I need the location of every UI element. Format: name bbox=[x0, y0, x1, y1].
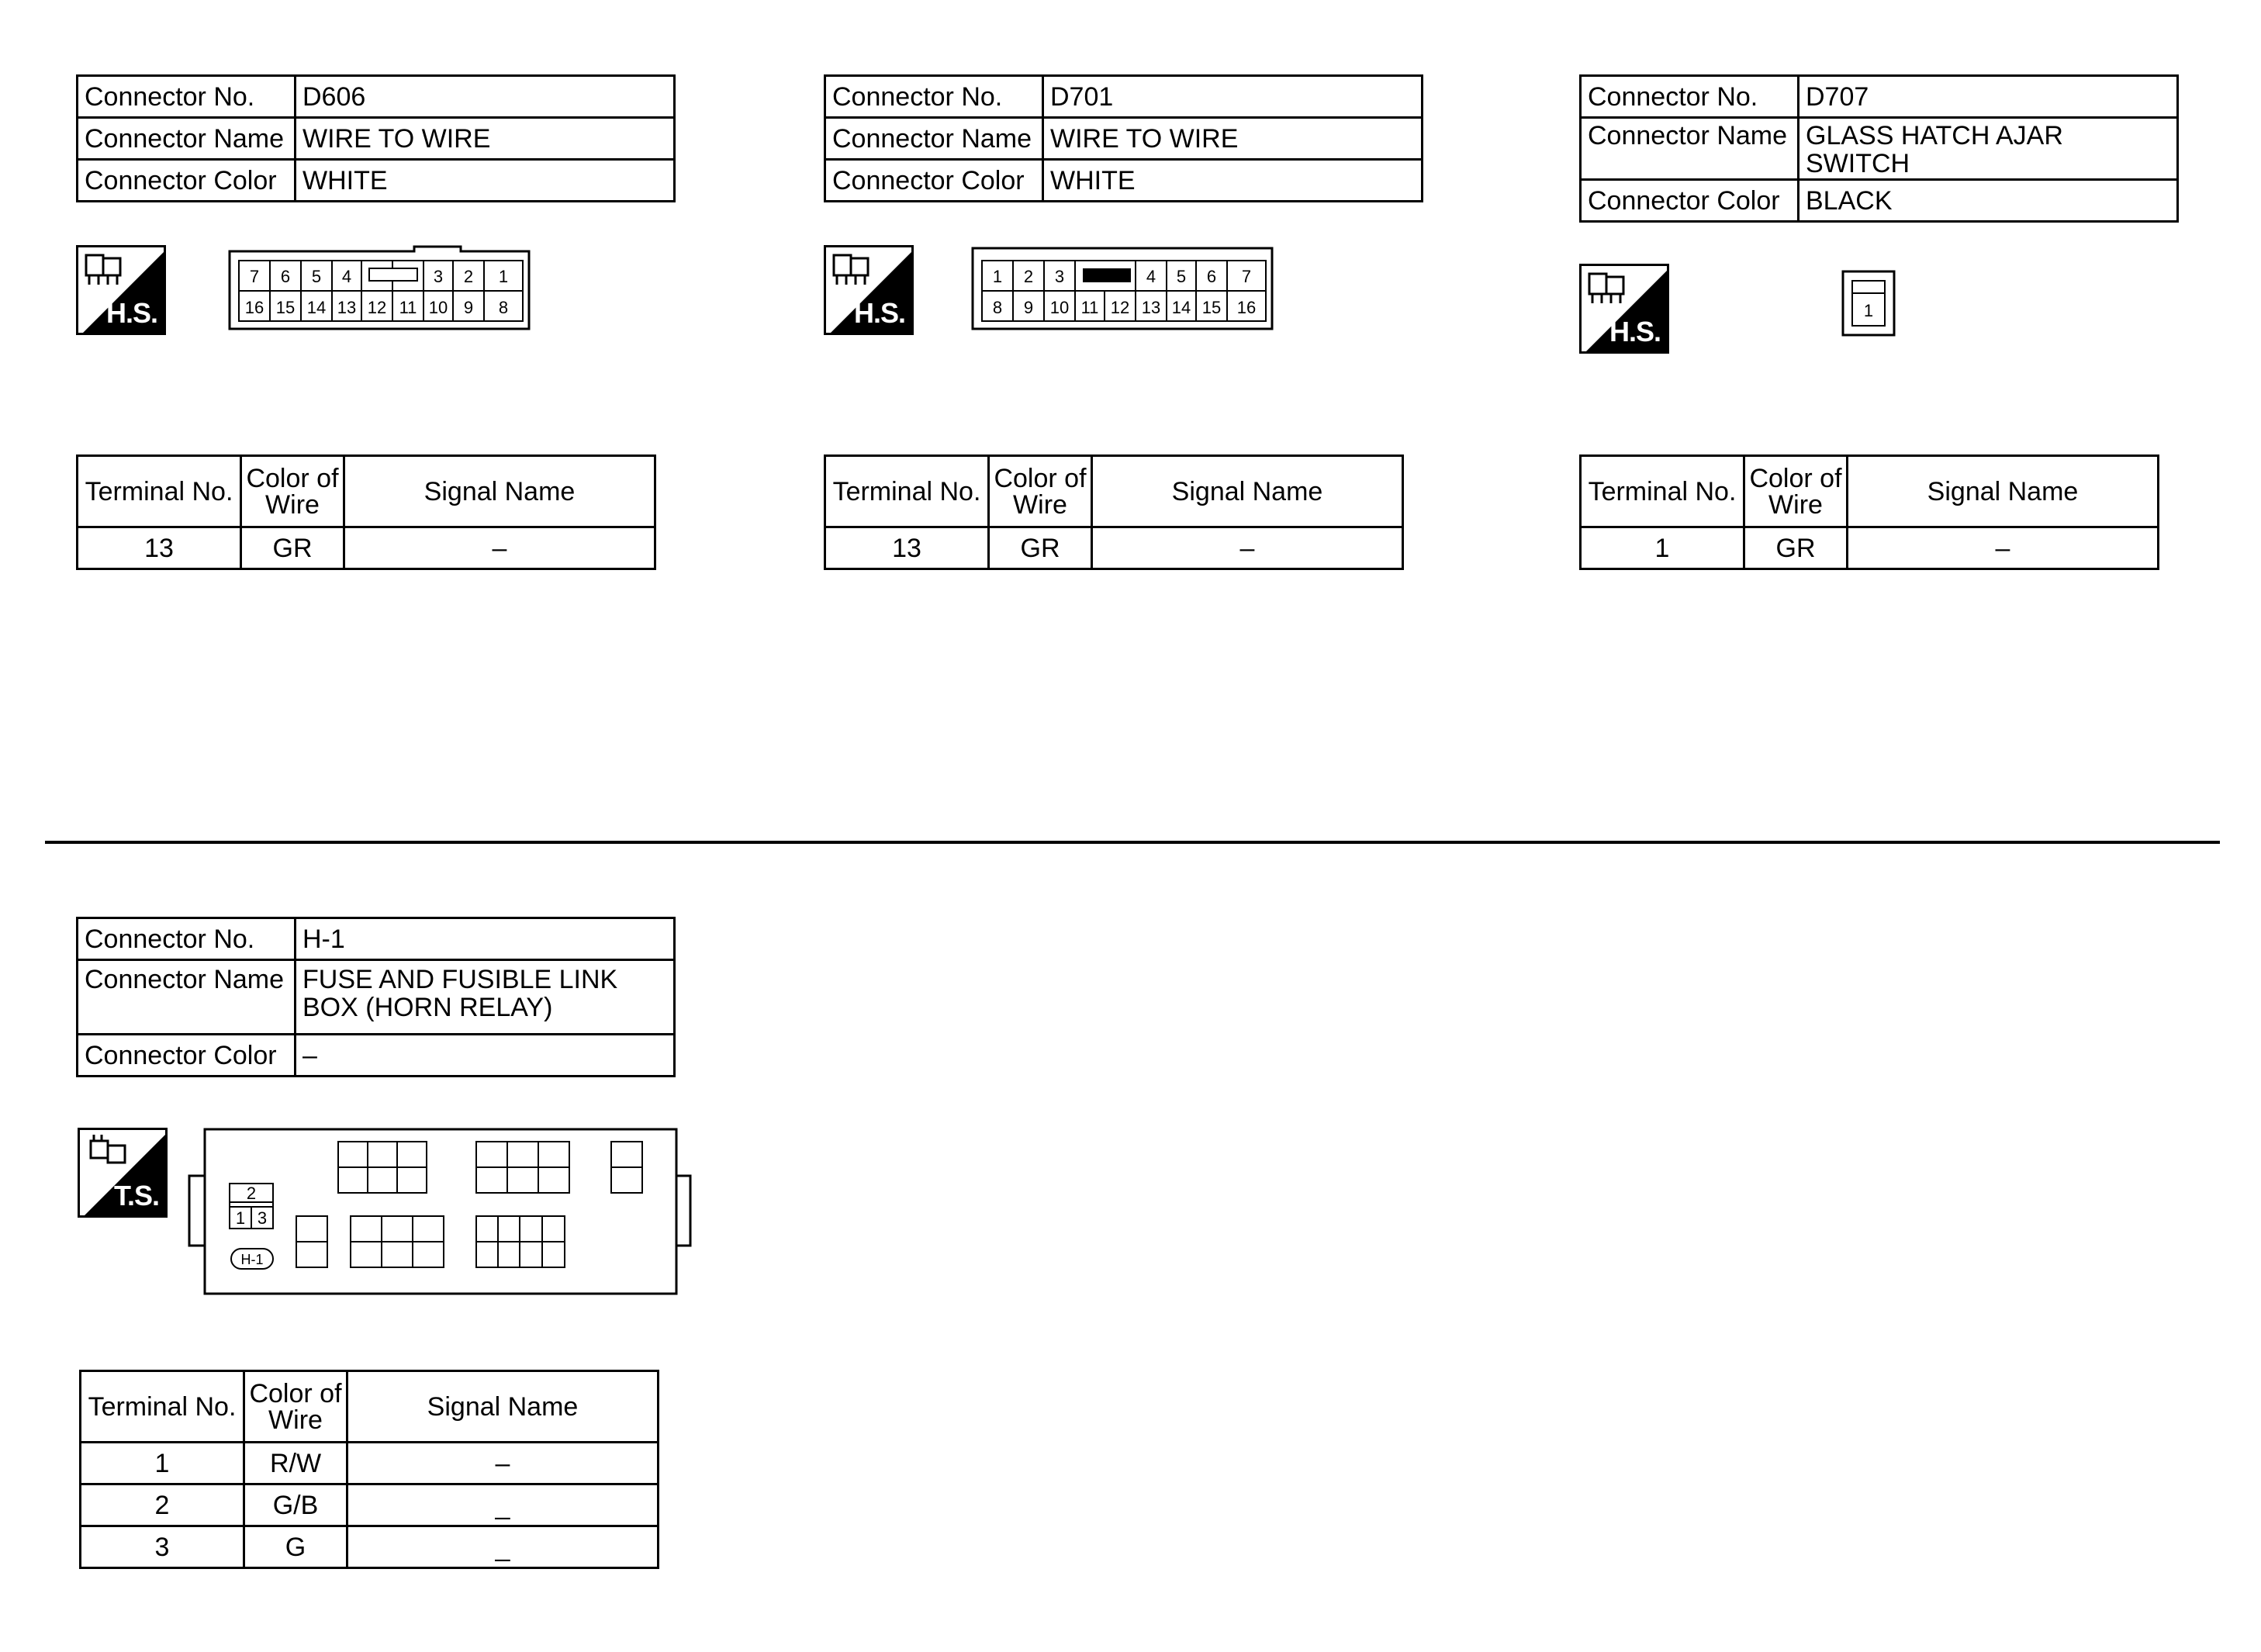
pin-label: 4 bbox=[1146, 267, 1156, 286]
connector-d606-info bbox=[76, 74, 676, 202]
connector-name-value: FUSE AND FUSIBLE LINK BOX (HORN RELAY) bbox=[296, 960, 675, 1035]
connector-d701-face bbox=[971, 247, 1275, 332]
connector-name-value: WIRE TO WIRE bbox=[296, 118, 675, 160]
table-row bbox=[1581, 527, 2159, 569]
terminal-no-header: Terminal No. bbox=[78, 456, 241, 527]
color-of-wire-header: Color of Wire bbox=[244, 1371, 347, 1443]
connector-d701-terminals bbox=[824, 454, 1404, 570]
wire-color-cell: R/W bbox=[244, 1443, 347, 1484]
badge-label: H.S. bbox=[853, 297, 905, 329]
wire-color-cell: G/B bbox=[244, 1484, 347, 1526]
terminal-no-cell: 13 bbox=[78, 527, 241, 569]
signal-name-header: Signal Name bbox=[1092, 456, 1403, 527]
table-row bbox=[81, 1484, 659, 1526]
connector-no-value: D606 bbox=[296, 76, 675, 118]
pin-label: 5 bbox=[311, 267, 322, 286]
harness-side-badge bbox=[76, 245, 166, 335]
badge-label: H.S. bbox=[1609, 316, 1661, 347]
section-divider bbox=[45, 841, 2220, 844]
pin-label: 5 bbox=[1176, 267, 1187, 286]
pin-label: 11 bbox=[399, 298, 417, 317]
pin-label: 11 bbox=[1080, 298, 1099, 317]
pin-label: 6 bbox=[1206, 267, 1217, 286]
pin-label: 14 bbox=[306, 298, 327, 317]
pin-label: 3 bbox=[1054, 267, 1065, 286]
connector-no-label: Connector No. bbox=[1581, 76, 1799, 118]
pin-label: 2 bbox=[1023, 267, 1034, 286]
connector-d707-terminals bbox=[1579, 454, 2159, 570]
pin-label: 8 bbox=[498, 298, 509, 317]
connector-color-label: Connector Color bbox=[78, 160, 296, 202]
table-row bbox=[81, 1526, 659, 1568]
pin-label: 12 bbox=[367, 298, 387, 317]
pin-label: 9 bbox=[1023, 298, 1034, 317]
connector-h1-info bbox=[76, 917, 676, 1077]
connector-color-value: WHITE bbox=[296, 160, 675, 202]
pin-label: 16 bbox=[1236, 298, 1257, 317]
pin-label: 4 bbox=[341, 267, 352, 286]
relay-label: H-1 bbox=[240, 1252, 264, 1267]
connector-color-label: Connector Color bbox=[825, 160, 1043, 202]
connector-d707-face bbox=[1841, 270, 1897, 338]
connector-d707-info bbox=[1579, 74, 2179, 223]
terminal-no-cell: 2 bbox=[81, 1484, 244, 1526]
connector-no-value: D707 bbox=[1799, 76, 2178, 118]
pin-label: 8 bbox=[992, 298, 1003, 317]
connector-no-label: Connector No. bbox=[78, 918, 296, 960]
signal-name-cell: – bbox=[1848, 527, 2159, 569]
signal-name-cell: – bbox=[1092, 527, 1403, 569]
pin-label: 6 bbox=[280, 267, 291, 286]
pin-label: 13 bbox=[1141, 298, 1161, 317]
connector-no-value: D701 bbox=[1043, 76, 1423, 118]
pin-label: 9 bbox=[463, 298, 474, 317]
connector-name-label: Connector Name bbox=[78, 118, 296, 160]
terminal-no-cell: 13 bbox=[825, 527, 989, 569]
badge-label: H.S. bbox=[105, 297, 157, 329]
pin-label: 7 bbox=[1241, 267, 1252, 286]
signal-name-cell: – bbox=[344, 527, 655, 569]
connector-color-label: Connector Color bbox=[1581, 180, 1799, 222]
harness-side-badge bbox=[1579, 264, 1669, 354]
pin-label: 2 bbox=[246, 1184, 257, 1203]
terminal-no-cell: 3 bbox=[81, 1526, 244, 1568]
connector-h1-face bbox=[188, 1126, 693, 1297]
harness-side-badge bbox=[824, 245, 914, 335]
pin-label: 3 bbox=[257, 1208, 268, 1228]
connector-info-table bbox=[76, 917, 676, 1077]
color-of-wire-header: Color of Wire bbox=[989, 456, 1092, 527]
pin-label: 1 bbox=[498, 267, 509, 286]
connector-color-value: – bbox=[296, 1035, 675, 1077]
color-of-wire-header: Color of Wire bbox=[241, 456, 344, 527]
signal-name-cell: _ bbox=[347, 1526, 659, 1568]
pin-label: 15 bbox=[1201, 298, 1222, 317]
connector-color-value: BLACK bbox=[1799, 180, 2178, 222]
pin-label: 12 bbox=[1110, 298, 1130, 317]
connector-d606-face bbox=[228, 245, 532, 332]
terminal-no-header: Terminal No. bbox=[825, 456, 989, 527]
pin-label: 10 bbox=[1049, 298, 1070, 317]
signal-name-cell: – bbox=[347, 1443, 659, 1484]
pin-label: 1 bbox=[235, 1208, 246, 1228]
table-row bbox=[825, 527, 1403, 569]
color-of-wire-header: Color of Wire bbox=[1744, 456, 1848, 527]
connector-name-label: Connector Name bbox=[1581, 118, 1799, 180]
wire-color-cell: GR bbox=[241, 527, 344, 569]
connector-name-label: Connector Name bbox=[825, 118, 1043, 160]
connector-info-table bbox=[824, 74, 1423, 202]
connector-d701-info bbox=[824, 74, 1423, 202]
connector-d606-terminals bbox=[76, 454, 656, 570]
pin-label: 3 bbox=[433, 267, 444, 286]
connector-name-value: GLASS HATCH AJAR SWITCH bbox=[1799, 118, 2178, 180]
pin-label: 1 bbox=[1863, 301, 1874, 320]
terminal-no-header: Terminal No. bbox=[81, 1371, 244, 1443]
badge-label: T.S. bbox=[113, 1180, 159, 1211]
pin-label: 15 bbox=[275, 298, 296, 317]
signal-name-header: Signal Name bbox=[344, 456, 655, 527]
pin-label: 10 bbox=[428, 298, 448, 317]
pin-label: 14 bbox=[1171, 298, 1191, 317]
terminal-table bbox=[79, 1370, 659, 1569]
wire-color-cell: GR bbox=[989, 527, 1092, 569]
terminal-table bbox=[824, 454, 1404, 570]
wire-color-cell: GR bbox=[1744, 527, 1848, 569]
terminal-table bbox=[76, 454, 656, 570]
signal-name-cell: _ bbox=[347, 1484, 659, 1526]
connector-h1-terminals bbox=[79, 1370, 659, 1569]
table-row bbox=[81, 1443, 659, 1484]
terminal-table bbox=[1579, 454, 2159, 570]
terminal-no-header: Terminal No. bbox=[1581, 456, 1744, 527]
pin-label: 16 bbox=[244, 298, 264, 317]
terminal-no-cell: 1 bbox=[1581, 527, 1744, 569]
terminal-no-cell: 1 bbox=[81, 1443, 244, 1484]
table-row bbox=[78, 527, 655, 569]
connector-name-value: WIRE TO WIRE bbox=[1043, 118, 1423, 160]
pin-label: 7 bbox=[249, 267, 260, 286]
connector-color-label: Connector Color bbox=[78, 1035, 296, 1077]
connector-name-label: Connector Name bbox=[78, 960, 296, 1035]
wire-color-cell: G bbox=[244, 1526, 347, 1568]
connector-info-table bbox=[76, 74, 676, 202]
terminal-side-badge bbox=[78, 1128, 168, 1218]
connector-no-value: H-1 bbox=[296, 918, 675, 960]
connector-info-table bbox=[1579, 74, 2179, 223]
pin-label: 13 bbox=[337, 298, 357, 317]
signal-name-header: Signal Name bbox=[347, 1371, 659, 1443]
connector-no-label: Connector No. bbox=[78, 76, 296, 118]
signal-name-header: Signal Name bbox=[1848, 456, 2159, 527]
connector-color-value: WHITE bbox=[1043, 160, 1423, 202]
connector-no-label: Connector No. bbox=[825, 76, 1043, 118]
pin-label: 1 bbox=[992, 267, 1003, 286]
pin-label: 2 bbox=[463, 267, 474, 286]
